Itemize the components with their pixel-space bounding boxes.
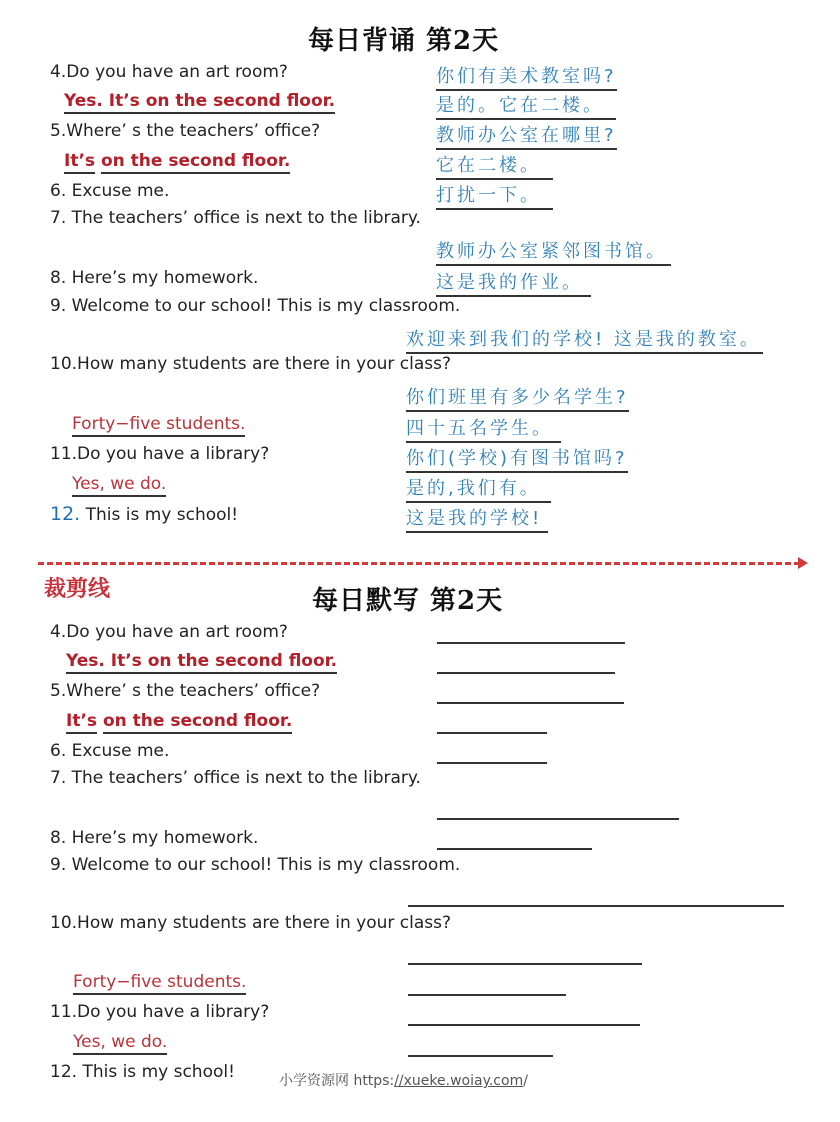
recite-title: 每日背诵 第2天 <box>308 26 500 56</box>
answer-5 <box>64 151 290 171</box>
question-4: 4.Do you have an art room? <box>50 62 288 82</box>
answer-11: Yes, we do. <box>72 474 166 497</box>
blank-line-7[interactable] <box>437 818 679 820</box>
watermark <box>279 1070 528 1090</box>
answer-5-part1: It’s <box>64 151 95 174</box>
question-12 <box>50 503 238 525</box>
dictation-question-7: 7. The teachers’ office is next to the library. <box>50 768 421 788</box>
question-7: 7. The teachers’ office is next to the library. <box>50 208 421 228</box>
question-6: 6. Excuse me. <box>50 181 170 201</box>
dictation-answer-5 <box>66 711 292 731</box>
blank-line-4[interactable] <box>437 642 625 644</box>
translation-answer-5: 它在二楼。 <box>436 151 553 180</box>
blank-line-10[interactable] <box>408 963 642 965</box>
dictation-question-11: 11.Do you have a library? <box>50 1002 270 1022</box>
translation-answer-11: 是的,我们有。 <box>406 474 551 503</box>
translation-10: 你们班里有多少名学生? <box>406 383 629 412</box>
translation-6: 打扰一下。 <box>436 181 553 210</box>
translation-12: 这是我的学校! <box>406 504 548 533</box>
watermark-tail: / <box>523 1073 528 1089</box>
question-12-number: 12. <box>50 503 81 525</box>
translation-7: 教师办公室紧邻图书馆。 <box>436 237 671 266</box>
dictation-answer-5-part1: It’s <box>66 711 97 734</box>
dictation-question-6: 6. Excuse me. <box>50 741 170 761</box>
answer-5-part2: on the second floor. <box>101 151 290 174</box>
blank-line-answer-5[interactable] <box>437 732 547 734</box>
translation-9: 欢迎来到我们的学校! 这是我的教室。 <box>406 325 763 354</box>
blank-line-answer-10[interactable] <box>408 994 566 996</box>
watermark-url[interactable]: //xueke.woiay.com <box>394 1073 524 1089</box>
question-12-text: This is my school! <box>80 505 239 525</box>
blank-line-5[interactable] <box>437 702 624 704</box>
translation-answer-4: 是的。它在二楼。 <box>436 91 616 120</box>
question-10: 10.How many students are there in your class? <box>50 354 452 374</box>
blank-line-answer-4[interactable] <box>437 672 615 674</box>
dictation-answer-10: Forty−five students. <box>73 972 246 995</box>
answer-10: Forty−five students. <box>72 414 245 437</box>
dictation-answer-4: Yes. It’s on the second floor. <box>66 651 337 674</box>
blank-line-9[interactable] <box>408 905 784 907</box>
answer-4: Yes. It’s on the second floor. <box>64 91 335 114</box>
translation-11: 你们(学校)有图书馆吗? <box>406 444 628 473</box>
blank-line-8[interactable] <box>437 848 592 850</box>
dictation-question-5: 5.Where’ s the teachers’ office? <box>50 681 321 701</box>
dictation-question-10: 10.How many students are there in your class? <box>50 913 452 933</box>
translation-4: 你们有美术教室吗? <box>436 62 617 91</box>
question-5: 5.Where’ s the teachers’ office? <box>50 121 321 141</box>
question-11: 11.Do you have a library? <box>50 444 270 464</box>
question-8: 8. Here’s my homework. <box>50 268 259 288</box>
dictation-title: 每日默写 第2天 <box>312 586 504 616</box>
dictation-question-9: 9. Welcome to our school! This is my classroom. <box>50 855 461 875</box>
dictation-answer-5-part2: on the second floor. <box>103 711 292 734</box>
dictation-question-4: 4.Do you have an art room? <box>50 622 288 642</box>
dictation-question-12: 12. This is my school! <box>50 1062 235 1082</box>
blank-line-answer-11[interactable] <box>408 1055 553 1057</box>
blank-line-11[interactable] <box>408 1024 640 1026</box>
translation-5: 教师办公室在哪里? <box>436 121 617 150</box>
dictation-answer-11: Yes, we do. <box>73 1032 167 1055</box>
arrow-right-icon <box>798 557 808 569</box>
translation-answer-10: 四十五名学生。 <box>406 414 561 443</box>
cut-line-label: 裁剪线 <box>44 576 111 602</box>
question-9: 9. Welcome to our school! This is my classroom. <box>50 296 461 316</box>
cut-line <box>38 562 800 565</box>
watermark-site: 小学资源网 https: <box>279 1073 395 1089</box>
translation-8: 这是我的作业。 <box>436 268 591 297</box>
blank-line-6[interactable] <box>437 762 547 764</box>
dictation-question-8: 8. Here’s my homework. <box>50 828 259 848</box>
